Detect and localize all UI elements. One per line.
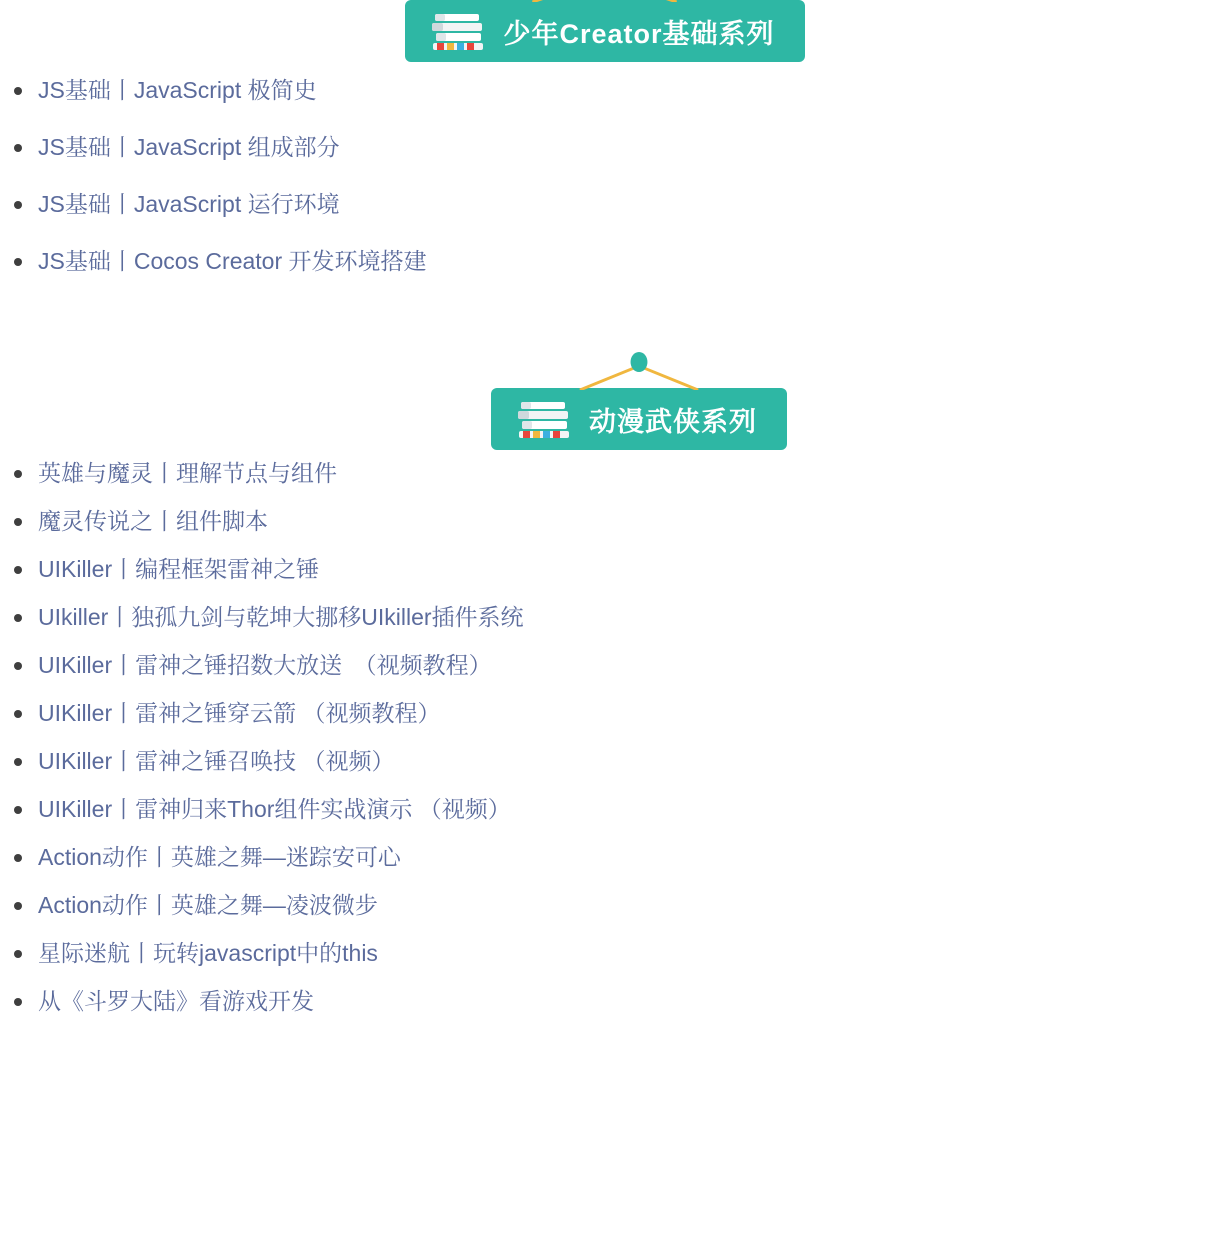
list-item-label: UIKiller丨雷神之锤招数大放送 （视频教程） <box>38 652 492 679</box>
bullet-icon <box>14 854 22 862</box>
list-item[interactable] <box>0 546 1210 594</box>
list-item-label: UIKiller丨雷神之锤召唤技 （视频） <box>38 748 395 775</box>
list-item-label: 魔灵传说之丨组件脚本 <box>38 508 268 535</box>
banner-wrapper-2 <box>0 388 1210 450</box>
bullet-icon <box>14 950 22 958</box>
list-item-label: JS基础丨JavaScript 组成部分 <box>38 133 340 160</box>
list-item[interactable] <box>0 882 1210 930</box>
list-item-label: JS基础丨Cocos Creator 开发环境搭建 <box>38 247 427 274</box>
course-list-2 <box>0 450 1210 1026</box>
list-item[interactable] <box>0 450 1210 498</box>
list-item[interactable] <box>0 119 1210 176</box>
bullet-icon <box>14 518 22 526</box>
list-item-label: Action动作丨英雄之舞—凌波微步 <box>38 892 378 919</box>
list-item-label: JS基础丨JavaScript 运行环境 <box>38 190 340 217</box>
bullet-icon <box>14 662 22 670</box>
bullet-icon <box>14 470 22 478</box>
books-icon <box>427 8 489 54</box>
bullet-icon <box>14 201 22 209</box>
bullet-icon <box>14 902 22 910</box>
bullet-icon <box>14 566 22 574</box>
bullet-icon <box>14 614 22 622</box>
list-item[interactable] <box>0 690 1210 738</box>
banner-anchor-1 <box>405 0 804 62</box>
list-item-label: JS基础丨JavaScript 极简史 <box>38 76 317 103</box>
books-icon <box>513 396 575 442</box>
course-list-1 <box>0 62 1210 290</box>
list-item[interactable] <box>0 498 1210 546</box>
list-item-label: 星际迷航丨玩转javascript中的this <box>38 940 378 967</box>
hanger-decoration-2 <box>491 350 787 390</box>
bullet-icon <box>14 806 22 814</box>
list-item[interactable] <box>0 176 1210 233</box>
list-item-label: 从《斗罗大陆》看游戏开发 <box>38 988 314 1015</box>
banner-wrapper-1 <box>0 0 1210 62</box>
list-item[interactable] <box>0 62 1210 119</box>
list-item[interactable] <box>0 786 1210 834</box>
section-title: 少年Creator基础系列 <box>503 18 775 49</box>
section-banner-1 <box>405 0 804 62</box>
list-item[interactable] <box>0 738 1210 786</box>
list-item[interactable] <box>0 834 1210 882</box>
list-item-label: UIkiller丨独孤九剑与乾坤大挪移UIkiller插件系统 <box>38 604 524 631</box>
list-item[interactable] <box>0 233 1210 290</box>
list-item[interactable] <box>0 642 1210 690</box>
banner-anchor-2 <box>491 388 787 450</box>
bullet-icon <box>14 87 22 95</box>
bullet-icon <box>14 758 22 766</box>
list-item-label: UIKiller丨雷神归来Thor组件实战演示 （视频） <box>38 796 511 823</box>
section-title: 动漫武侠系列 <box>589 406 757 437</box>
list-item-label: UIKiller丨编程框架雷神之锤 <box>38 556 320 583</box>
list-item[interactable] <box>0 930 1210 978</box>
list-item[interactable] <box>0 594 1210 642</box>
section-creator-basics <box>0 0 1210 290</box>
list-item[interactable] <box>0 978 1210 1026</box>
bullet-icon <box>14 710 22 718</box>
list-item-label: 英雄与魔灵丨理解节点与组件 <box>38 460 337 487</box>
section-banner-2 <box>491 388 787 450</box>
section-anime-wuxia <box>0 388 1210 1026</box>
bullet-icon <box>14 998 22 1006</box>
bullet-icon <box>14 258 22 266</box>
list-item-label: Action动作丨英雄之舞—迷踪安可心 <box>38 844 401 871</box>
list-item-label: UIKiller丨雷神之锤穿云箭 （视频教程） <box>38 700 441 727</box>
bullet-icon <box>14 144 22 152</box>
